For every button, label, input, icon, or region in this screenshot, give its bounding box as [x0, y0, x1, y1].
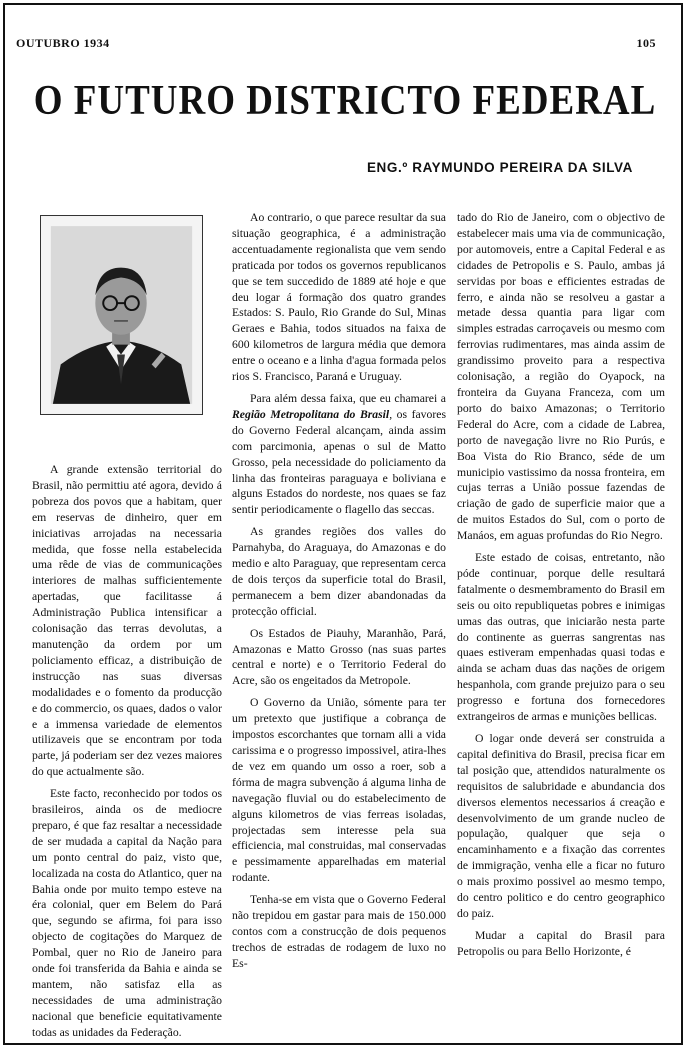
paragraph: Este facto, reconhecido por todos os brasileiros, ainda os de mediocre preparo, é que faz resaltar a necessidade de ser mudada a capital da Nação para um ponto central do paiz, visto que, localizada na costa do Atlantico, quer na Bahia onde por muito tempo esteve na éra colonial, quer em Belem do Pará que, segundo se afirma, foi para isso objecto de cogitações do Marquez de Pombal, quer no Rio de Janeiro para onde foi transferida da Bahia e ainda se mantem, não satisfaz ella as necessidades de uma administração nacional que beneficie equitativamente todas as unidades da Federação.: [32, 787, 222, 1039]
paragraph: A grande extensão territorial do Brasil, não permittiu até agora, devido á pobreza dos povos que a habitam, quer em reservas de dinheiro, quer em iniciativas arrojadas na necessaria medida, que fosse nella estabelecida uma rêde de vias de communicações interiores de malhas sufficientemente apertadas, que facilitasse á Administração Publica intensificar a colonisação das terras devolutas, a manutenção da ordem por um policiamento efficaz, a distribuição de instrucção nas suas diversas modalidades e o fomento da producção e do commercio, os quaes, dados o valor e a immensa variedade de elementos utilizaveis que se encontram por toda parte, já poderiam ser dez vezes maiores do que actualmente são.: [32, 463, 222, 779]
page-number: 105: [636, 36, 656, 50]
issue-date: OUTUBRO 1934: [16, 36, 110, 50]
column-3: [457, 210, 665, 966]
paragraph: tado do Rio de Janeiro, com o objectivo de estabelecer mais uma via de communicação, por automoveis, entre a Capital Federal e as cidades de Petropolis e S. Paulo, ambas já servidas por boas e efficientes estradas de ferro, e ainda não se resolveu a gastar a metade dessa quantia para ligar com simples estradas carroçaveis ou mesmo com ferrovias rudimentares, mas ainda assim de grandissimo proveito para a respectiva colonisação, a região do Oyapock, na fronteira da Guyana Franceza, com um porto do baixo Amazonas; o Territorio Federal do Acre, com a cidade de Labrea, porto de navegação livre no Rio Purús, e Boa Vista do Rio Branco, séde de um municipio vastissimo da nossa fronteira, em cujas terras a União possue fazendas de criação de gado de superficie maior que a de muitos Estados do Sul, com o porto de Manáos, em aguas profundas do Rio Negro.: [457, 211, 665, 543]
paragraph: Os Estados de Piauhy, Maranhão, Pará, Amazonas e Matto Grosso (nas suas partes central e norte) e o Territorio Federal do Acre, são os engeitados da Metropole.: [232, 626, 446, 688]
column-2: [232, 210, 446, 978]
paragraph: Mudar a capital do Brasil para Petropolis ou para Bello Horizonte, é: [457, 928, 665, 958]
emphasis: Região Metropolitana do Brasil: [232, 407, 390, 421]
paragraph: O Governo da União, sómente para ter um pretexto que justifique a cobrança de impostos escorchantes que tornam alli a vida carissima e o progresso impossivel, atira-lhes de vez em quando um osso a roer, sob a fórma de magra subvenção á alguma linha de navegação fluvial ou do estabelecimento de alguns kilometros de vias ferreas isoladas, projectadas sem interesse pela sua efficiencia, mal construidas, mal conservadas e pessimamente apparelhadas em material rodante.: [232, 696, 446, 885]
paragraph: Ao contrario, o que parece resultar da sua situação geographica, é a administração accentuadamente regionalista que vem sendo praticada por todos os governos republicanos que se tem succedido de 1889 até hoje e que deu logar á formação dos quatro grandes Estados: S. Paulo, Rio Grande do Sul, Minas Geraes e Bahia, todos situados na faixa de 600 kilometros de largura média que demora entre o oceano e a linha d'agua formada pelos rios S. Francisco, Paraná e Uruguay.: [232, 211, 446, 384]
article-title: O FUTURO DISTRICTO FEDERAL: [33, 77, 657, 125]
paragraph: Tenha-se em vista que o Governo Federal não trepidou em gastar para mais de 150.000 contos com a construcção de dois pequenos trechos de estradas de rodagem de luxo no Es-: [232, 893, 446, 970]
paragraph: O logar onde deverá ser construida a capital definitiva do Brasil, precisa ficar em tal posição que, attendidos naturalmente os requisitos de salubridade e abundancia dos diversos elementos necessarios á creação e desenvolvimento de um grande nucleo de população, qualquer que seja o encaminhamento e a fixação das correntes de immigração, venha elle a ficar no futuro o mais proximo possivel ao mesmo tempo, do centro politico e do centro geographico do paiz.: [457, 732, 665, 920]
paragraph: Este estado de coisas, entretanto, não póde continuar, porque delle resultará fatalmente o desmembramento do Brasil em seis ou oito republiquetas pobres e inimigas umas das outras, que iniciarão nesta parte do continente as guerras sangrentas nas quaes estiveram empenhadas quasi todas e ainda se acham duas das nações de origem hespanhola, com grande prejuizo para o seu progresso e fortuna dos fornecedores extrangeiros de armas e munições bellicas.: [457, 551, 665, 724]
paragraph: As grandes regiões dos valles do Parnahyba, do Araguaya, do Amazonas e do medio e alto Paraguay, que representam cerca de dois terços da superficie total do Brasil, permanecem a bem dizer abandonadas da protecção official.: [232, 525, 446, 618]
author-byline: ENG.º RAYMUNDO PEREIRA DA SILVA: [366, 160, 633, 175]
author-portrait: [40, 215, 203, 415]
column-1: [32, 462, 222, 1047]
paragraph: Para além dessa faixa, que eu chamarei a Região Metropolitana do Brasil, os favores do Governo Federal alcançam, ainda assim com parcimonia, apenas o sul de Matto Grosso, pela necessidade do policiamento da linha das fronteiras paraguaya e boliviana e alguns Estados do nordeste, nos quaes se faz sentir periodicamente o flagello das seccas.: [232, 391, 447, 517]
portrait-photo-icon: [41, 216, 202, 414]
